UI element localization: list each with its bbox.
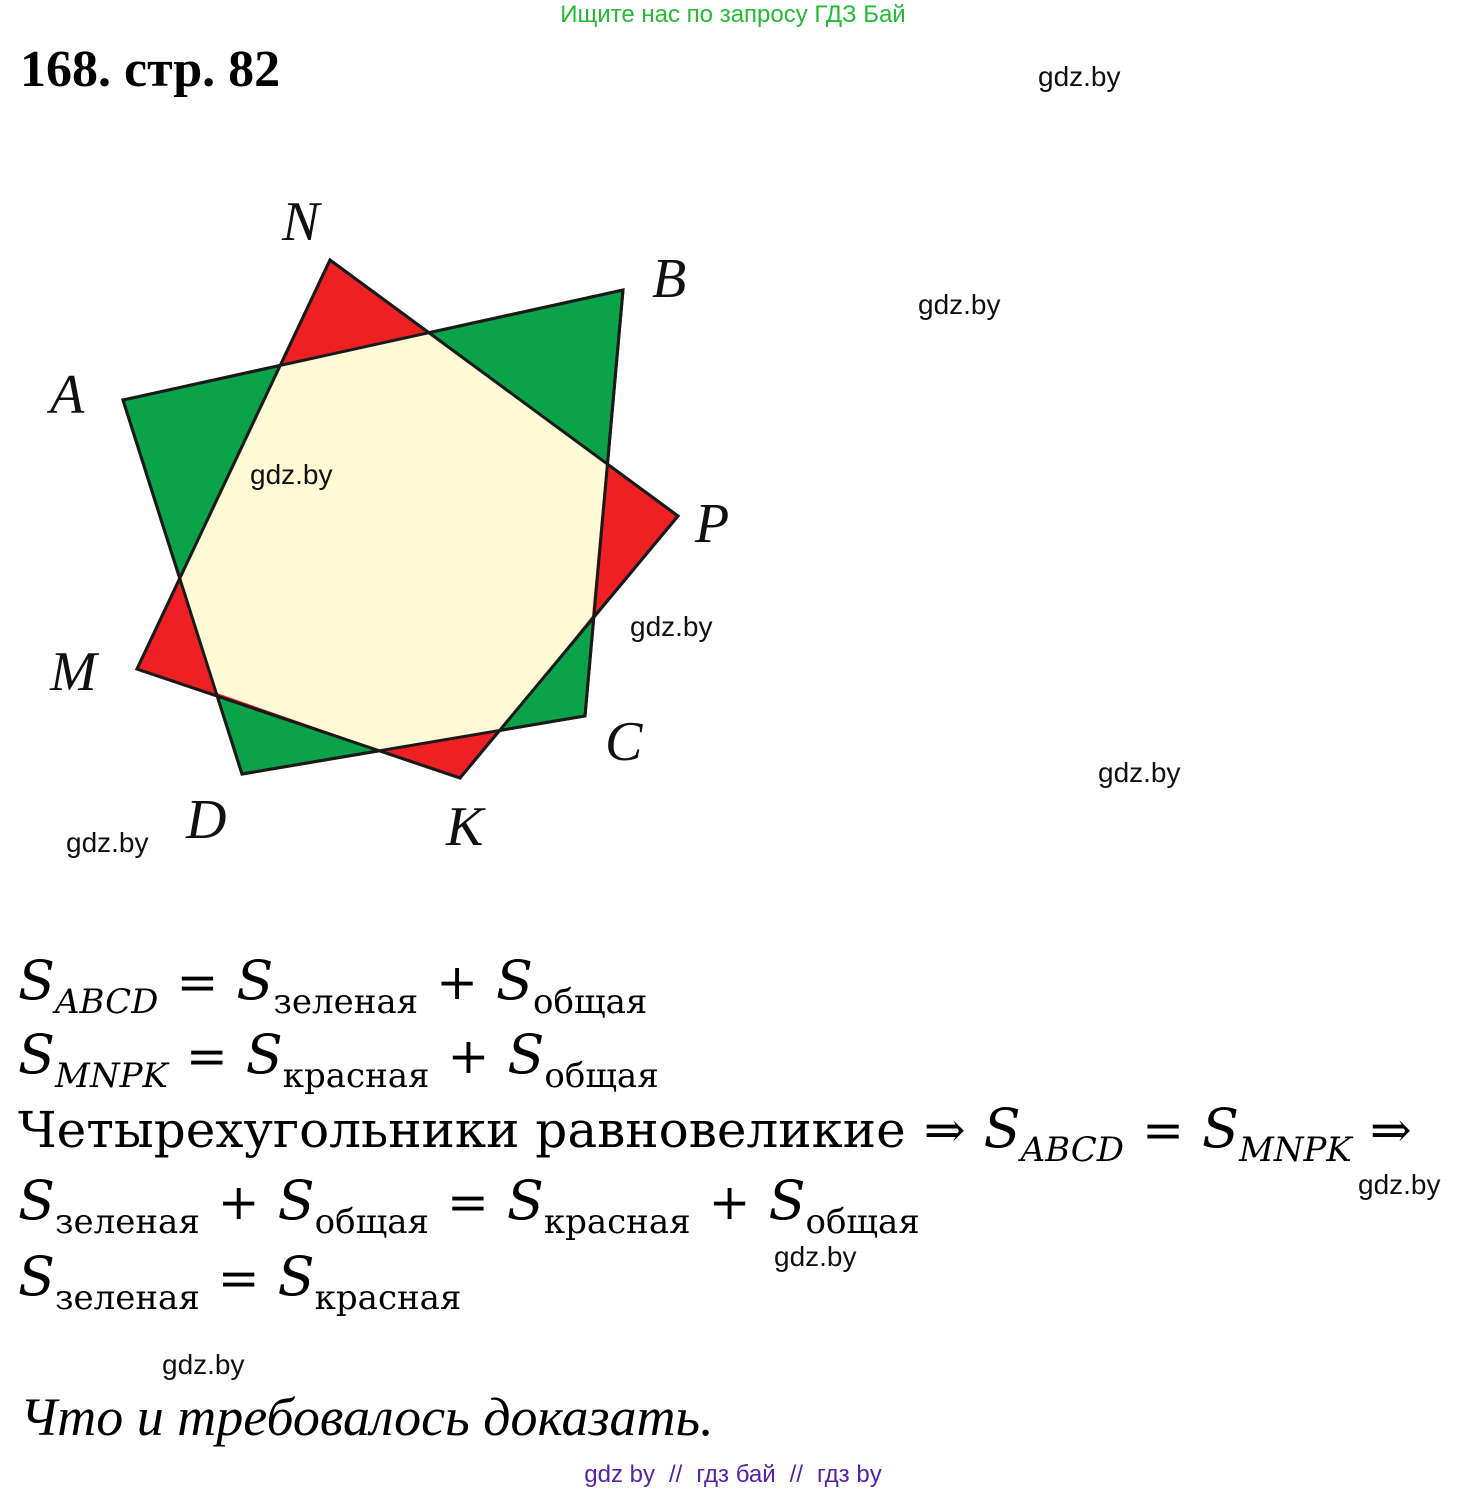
subscript-red: красная [282,1056,430,1096]
watermark: gdz.by [1358,1169,1441,1200]
vertex-label-d: D [186,789,227,851]
area-symbol: S [277,1245,315,1308]
equals-sign: = [217,1249,260,1307]
watermark: gdz.by [1038,61,1121,92]
equals-sign: = [176,953,219,1011]
subscript-common: общая [314,1202,429,1242]
area-symbol: S [18,1245,55,1308]
plus-sign: + [447,1027,490,1085]
area-symbol: S [18,949,55,1012]
watermark: gdz.by [250,459,333,490]
subscript-abcd: ABCD [55,982,159,1022]
proof-conclusion: Что и требовалось доказать. [20,1387,714,1447]
area-symbol: S [983,1097,1021,1160]
subscript-common: общая [533,982,648,1022]
vertex-label-b: B [652,248,687,310]
watermark: gdz.by [162,1349,245,1380]
vertex-label-c: C [605,711,643,773]
vertex-label-p: P [695,493,730,555]
equation-area-mnpk [18,1024,659,1107]
area-symbol: S [507,1023,545,1086]
equals-sign: = [1142,1101,1184,1159]
subscript-mnpk: MNPK [1238,1130,1352,1170]
area-symbol: S [18,1169,55,1232]
area-symbol: S [236,949,274,1012]
subscript-abcd: ABCD [1020,1130,1125,1170]
area-symbol: S [1201,1097,1239,1160]
vertex-label-n: N [282,191,320,253]
subscript-green: зеленая [55,1278,200,1318]
footer-link[interactable]: гдз бай [696,1461,776,1488]
implies-sign: ⇒ [1369,1101,1412,1159]
plus-sign: + [436,953,479,1011]
vertex-label-m: M [50,641,97,703]
equal-area-text: Четырехугольники равновеликие [18,1101,906,1159]
problem-heading: 168. стр. 82 [20,41,281,98]
equals-sign: = [185,1027,228,1085]
equation-area-abcd [18,950,647,1033]
equals-sign: = [446,1173,489,1231]
subscript-mnpk: MNPK [55,1056,168,1096]
area-symbol: S [18,1023,55,1086]
vertex-label-k: K [446,796,484,858]
geometry-diagram [0,180,800,880]
plus-sign: + [708,1173,751,1231]
area-symbol: S [245,1023,283,1086]
implies-sign: ⇒ [923,1101,966,1159]
vertex-label-a: A [50,364,85,426]
watermark: gdz.by [918,289,1001,320]
watermark: gdz.by [774,1241,857,1272]
equation-result [18,1246,461,1329]
equation-sum [18,1170,920,1253]
subscript-red: красная [314,1278,462,1318]
subscript-green: зеленая [273,982,419,1022]
footer-links [0,1460,1466,1490]
plus-sign: + [217,1173,260,1231]
watermark: gdz.by [66,827,149,858]
area-symbol: S [768,1169,806,1232]
subscript-common: общая [805,1202,920,1242]
footer-separator: // [669,1461,683,1488]
area-symbol: S [506,1169,544,1232]
watermark: gdz.by [1098,757,1181,788]
equation-equal-area [18,1098,1430,1181]
top-banner[interactable]: Ищите нас по запросу ГДЗ Бай [560,1,906,28]
quadrilaterals-figure [0,180,800,880]
footer-link[interactable]: гдз by [817,1461,882,1488]
subscript-red: красная [543,1202,691,1242]
area-symbol: S [496,949,534,1012]
footer-separator: // [789,1461,803,1488]
footer-link[interactable]: gdz by [584,1461,655,1488]
subscript-green: зеленая [55,1202,200,1242]
watermark: gdz.by [630,611,713,642]
area-symbol: S [277,1169,315,1232]
subscript-common: общая [544,1056,659,1096]
